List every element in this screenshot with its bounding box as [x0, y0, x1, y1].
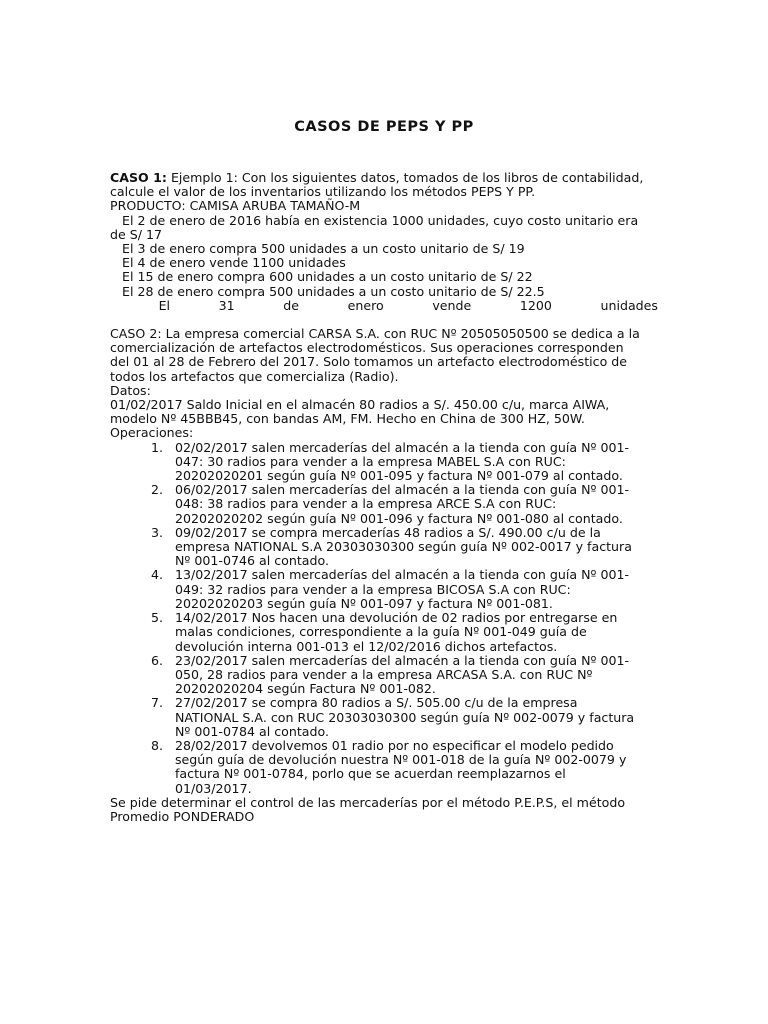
word: enero — [347, 297, 384, 313]
list-number: 8. — [151, 737, 164, 753]
list-item — [151, 695, 658, 739]
list-number: 1. — [151, 439, 164, 455]
operaciones-label: Operaciones: — [110, 425, 194, 441]
caso2-paragraph-line: comercialización de artefactos electrodomésticos. Sus operaciones corresponden — [110, 340, 624, 356]
closing-line: Se pide determinar el control de las mercaderías por el método P.E.P.S, el método — [110, 794, 626, 810]
list-item — [151, 610, 658, 654]
caso1-product: PRODUCTO: CAMISA ARUBA TAMAÑO-M — [110, 198, 361, 214]
list-number: 4. — [151, 567, 164, 583]
list-item-line: malas condiciones, correspondiente a la guía Nº 001-049 guía de — [175, 624, 587, 640]
bullet-text: El 3 de enero compra 500 unidades a un costo unitario de S/ 19 — [122, 241, 525, 257]
list-item-line: 28/02/2017 devolvemos 01 radio por no especificar el modelo pedido — [175, 737, 614, 753]
list-number: 6. — [151, 652, 164, 668]
document-title: CASOS DE PEPS Y PP — [294, 119, 474, 135]
word: El — [158, 297, 171, 313]
list-item-line: NATIONAL S.A. con RUC 20303030300 según guía Nº 002-0079 y factura — [175, 709, 635, 725]
list-number: 5. — [151, 610, 164, 626]
word: unidades — [600, 297, 658, 313]
list-item — [151, 524, 658, 569]
list-item-line: 27/02/2017 se compra 80 radios a S/. 505.00 c/u de la empresa — [175, 695, 578, 711]
list-item-line: 02/02/2017 salen mercaderías del almacén a la tienda con guía Nº 001- — [175, 439, 630, 455]
list-item-line: según guía de devolución nuestra Nº 001-018 de la guía Nº 002-0079 y — [175, 752, 627, 768]
list-item-line: 09/02/2017 se compra mercaderías 48 radios a S/. 490.00 c/u de la — [175, 524, 601, 540]
bullet-text: El 2 de enero de 2016 había en existencia 1000 unidades, cuyo costo unitario era — [122, 212, 639, 228]
document-body — [110, 171, 658, 824]
list-item — [151, 567, 658, 611]
word: vende — [432, 297, 472, 313]
list-item-line: 20202020201 según guía Nº 001-095 y factura Nº 001-079 al contado. — [175, 468, 623, 484]
caso1-section — [110, 171, 658, 313]
list-number: 7. — [151, 695, 164, 711]
word: 1200 — [519, 297, 552, 313]
list-item-line: 050, 28 radios para vender a la empresa ARCASA S.A. con RUC Nº — [175, 666, 593, 682]
list-item-line: 047: 30 radios para vender a la empresa MABEL S.A con RUC: — [175, 453, 566, 469]
section-gap — [110, 313, 658, 327]
caso2-paragraph-line: del 01 al 28 de Febrero del 2017. Solo tomamos un artefacto electrodoméstico de — [110, 354, 628, 370]
caso1-bullet — [110, 256, 658, 270]
operaciones-list — [110, 441, 658, 796]
list-item — [151, 652, 658, 697]
list-item-line: 14/02/2017 Nos hacen una devolución de 02 radios por entregarse en — [175, 610, 618, 626]
list-item-line: 20202020202 según guía Nº 001-096 y factura Nº 001-080 al contado. — [175, 510, 623, 526]
caso1-bullet — [110, 214, 658, 228]
datos-line: 01/02/2017 Saldo Inicial en el almacén 80 radios a S/. 450.00 c/u, marca AIWA, — [110, 397, 610, 413]
list-item-line: 23/02/2017 salen mercaderías del almacén a la tienda con guía Nº 001- — [175, 652, 630, 668]
bullet-text: El 4 de enero vende 1100 unidades — [122, 255, 346, 271]
caso2-paragraph-line: todos los artefactos que comercializa (Radio). — [110, 368, 399, 384]
bullet-text: El 28 de enero compra 500 unidades a un costo unitario de S/ 22.5 — [122, 283, 545, 299]
caso1-bullet — [110, 285, 658, 299]
list-item-line: 20202020204 según Factura Nº 001-082. — [175, 681, 436, 697]
list-number: 2. — [151, 482, 164, 498]
datos-label: Datos: — [110, 382, 151, 398]
list-number: 3. — [151, 524, 164, 540]
datos-line: modelo Nº 45BBB45, con bandas AM, FM. Hecho en China de 300 HZ, 50W. — [110, 411, 585, 427]
list-item-line: Nº 001-0746 al contado. — [175, 553, 329, 569]
closing-line: Promedio PONDERADO — [110, 808, 255, 824]
caso2-section — [110, 327, 658, 824]
list-item — [151, 439, 658, 484]
caso1-intro-line2: calcule el valor de los inventarios utilizando los métodos PEPS Y PP. — [110, 184, 536, 200]
bullet-text: El 15 de enero compra 600 unidades a un costo unitario de S/ 22 — [122, 269, 533, 285]
caso1-bullet-continuation: de S/ 17 — [110, 226, 163, 242]
list-item-line: devolución interna 001-013 el 12/02/2016 dichos artefactos. — [175, 638, 558, 654]
caso2-paragraph-line: CASO 2: La empresa comercial CARSA S.A. con RUC Nº 20505050500 se dedica a la — [110, 326, 640, 342]
list-item — [151, 737, 658, 796]
list-item-line: 049: 32 radios para vender a la empresa BICOSA S.A con RUC: — [175, 581, 571, 597]
list-item-line: Nº 001-0784 al contado. — [175, 723, 329, 739]
caso1-label: CASO 1: — [110, 170, 167, 185]
list-item — [151, 482, 658, 526]
caso1-bullet — [110, 242, 658, 256]
list-item-line: 13/02/2017 salen mercaderías del almacén a la tienda con guía Nº 001- — [175, 567, 630, 583]
list-item-line: factura Nº 001-0784, porlo que se acuerdan reemplazarnos el — [175, 766, 566, 782]
list-item-line: 048: 38 radios para vender a la empresa ARCE S.A con RUC: — [175, 496, 557, 512]
caso1-bullet — [110, 270, 658, 284]
caso1-intro-line — [110, 171, 658, 185]
caso1-last-bullet — [110, 299, 658, 313]
list-item-line: 20202020203 según guía Nº 001-097 y factura Nº 001-081. — [175, 595, 553, 611]
list-item-line: empresa NATIONAL S.A 20303030300 según guía Nº 002-0017 y factura — [175, 539, 632, 555]
word: 31 — [218, 297, 235, 313]
list-item-line: 01/03/2017. — [175, 780, 252, 796]
list-item-line: 06/02/2017 salen mercaderías del almacén a la tienda con guía Nº 001- — [175, 482, 630, 498]
word: de — [283, 297, 300, 313]
caso1-intro-text: Ejemplo 1: Con los siguientes datos, tomados de los libros de contabilidad, — [166, 170, 644, 185]
